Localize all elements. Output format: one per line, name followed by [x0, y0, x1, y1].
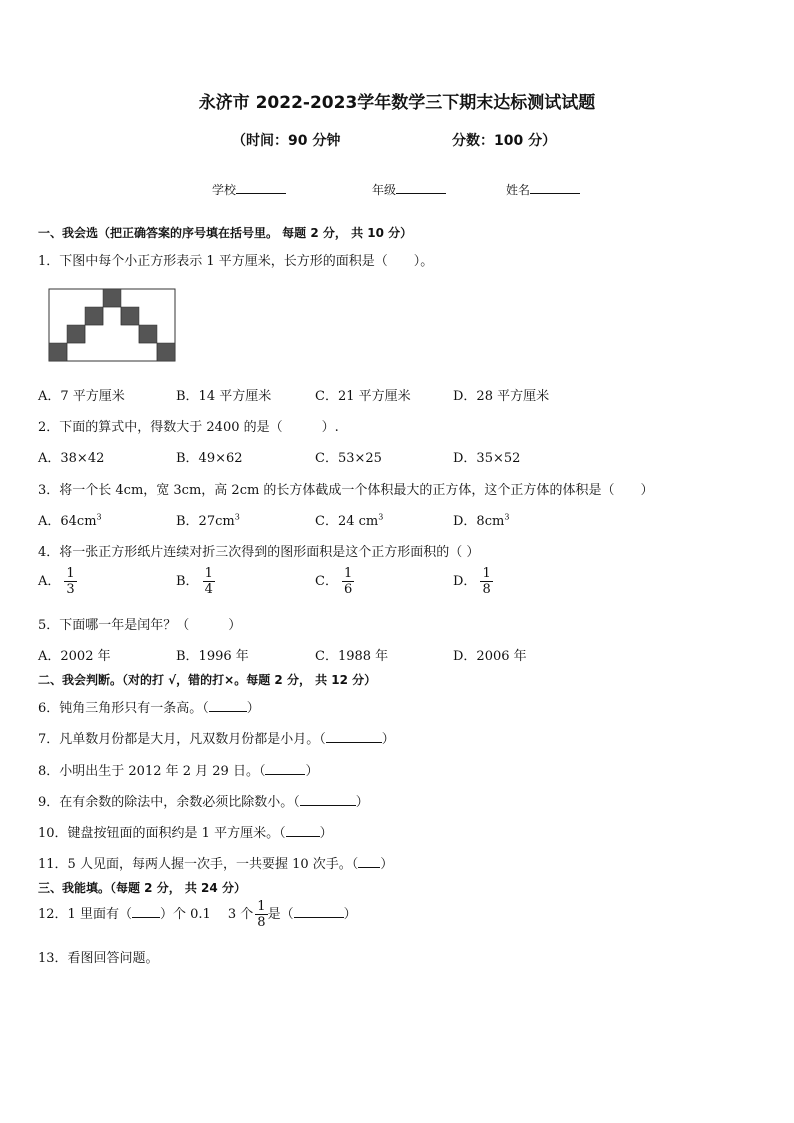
question-8: 8．小明出生于 2012 年 2 月 29 日。（ ） [38, 764, 319, 779]
q1-option-b[interactable]: B．14 平方厘米 [176, 389, 272, 404]
q3-option-b[interactable]: B．$27cm^3$ [176, 512, 240, 529]
q4-option-c[interactable]: C． $\frac{1}{6}$ [315, 566, 353, 597]
fraction: $\frac{1}{8}$ [482, 566, 491, 597]
question-4: 4．将一张正方形纸片连续对折三次得到的图形面积是这个正方形面积的（ ） [38, 545, 480, 560]
grid-square [67, 325, 85, 343]
page-title: 永济市 2022-2023学年数学三下期末达标测试试题 [198, 93, 596, 113]
q2-option-b[interactable]: B．49×62 [176, 451, 243, 466]
school-label: 学校 [212, 183, 237, 197]
grid-square [157, 343, 175, 361]
q2-option-a[interactable]: A．38×42 [38, 451, 105, 466]
staircase-figure [48, 288, 176, 362]
answer-blank[interactable] [294, 905, 344, 918]
grid-square [49, 343, 67, 361]
exam-time: （时间：90 分钟 [232, 133, 341, 149]
question-5: 5．下面哪一年是闰年？（ ） [38, 618, 242, 633]
question-11: 11．5 人见面，每两人握一次手，一共要握 10 次手。（ ） [38, 857, 394, 872]
fraction: $\frac{1}{3}$ [66, 566, 75, 597]
grid-square [121, 307, 139, 325]
fraction: $\frac{1}{6}$ [343, 566, 353, 597]
question-6: 6．钝角三角形只有一条高。（ ） [38, 701, 260, 716]
answer-blank[interactable] [209, 699, 247, 712]
answer-blank[interactable] [286, 824, 320, 837]
answer-blank[interactable] [326, 730, 382, 743]
answer-blank[interactable] [300, 793, 356, 806]
grid-square [85, 307, 103, 325]
fraction: $\frac{1}{8}$ [257, 899, 266, 930]
grade-field[interactable] [372, 181, 446, 198]
q5-option-d[interactable]: D．2006 年 [453, 649, 527, 664]
answer-blank[interactable] [132, 905, 160, 918]
q2-option-c[interactable]: C．53×25 [315, 451, 382, 466]
q5-option-c[interactable]: C．1988 年 [315, 649, 389, 664]
answer-blank[interactable] [265, 762, 305, 775]
name-field[interactable] [506, 181, 580, 198]
question-2: 2．下面的算式中，得数大于 2400 的是（ ）. [38, 420, 339, 435]
grade-blank[interactable] [396, 181, 446, 194]
grade-label: 年级 [372, 183, 397, 197]
q3-option-d[interactable]: D．$8cm^3$ [453, 512, 510, 529]
school-blank[interactable] [236, 181, 286, 194]
section-1-heading: 一、我会选（把正确答案的序号填在括号里。 每题 2 分， 共 10 分） [38, 226, 413, 240]
question-10: 10．键盘按钮面的面积约是 1 平方厘米。（ ） [38, 826, 333, 841]
name-blank[interactable] [530, 181, 580, 194]
fraction: $\frac{1}{4}$ [204, 566, 213, 597]
q4-option-a[interactable]: A． $\frac{1}{3}$ [38, 566, 75, 597]
name-label: 姓名 [506, 183, 531, 197]
question-1: 1．下图中每个小正方形表示 1 平方厘米，长方形的面积是（ ）。 [38, 254, 434, 269]
q1-option-a[interactable]: A．7 平方厘米 [38, 389, 125, 404]
question-12: 12．1 里面有（ ）个 0.1 3 个 $\frac{1}{8}$ 是（ ） [38, 899, 357, 930]
grid-square [139, 325, 157, 343]
q3-option-a[interactable]: A．$64cm^3$ [38, 512, 102, 529]
question-3: 3．将一个长 4cm，宽 3cm，高 2cm 的长方体截成一个体积最大的正方体，这个正方体的体积是（ ） [38, 483, 654, 498]
question-13: 13．看图回答问题。 [38, 951, 159, 966]
question-7: 7．凡单数月份都是大月，凡双数月份都是小月。（ ） [38, 732, 395, 747]
grid-square [103, 289, 121, 307]
q4-option-d[interactable]: D． $\frac{1}{8}$ [453, 566, 491, 597]
q2-option-d[interactable]: D．35×52 [453, 451, 521, 466]
question-9: 9．在有余数的除法中，余数必须比除数小。（ ） [38, 795, 369, 810]
q5-option-b[interactable]: B．1996 年 [176, 649, 249, 664]
exam-score: 分数：100 分） [452, 133, 557, 149]
q3-option-c[interactable]: C．24 $cm^3$ [315, 512, 384, 529]
school-field[interactable] [212, 181, 286, 198]
section-3-heading: 三、我能填。（每题 2 分， 共 24 分） [38, 881, 246, 895]
q5-option-a[interactable]: A．2002 年 [38, 649, 111, 664]
q4-option-b[interactable]: B． $\frac{1}{4}$ [176, 566, 213, 597]
answer-blank[interactable] [358, 855, 380, 868]
section-2-heading: 二、我会判断。（对的打 √，错的打×。每题 2 分， 共 12 分） [38, 673, 377, 687]
q1-option-d[interactable]: D．28 平方厘米 [453, 389, 550, 404]
q1-option-c[interactable]: C．21 平方厘米 [315, 389, 411, 404]
